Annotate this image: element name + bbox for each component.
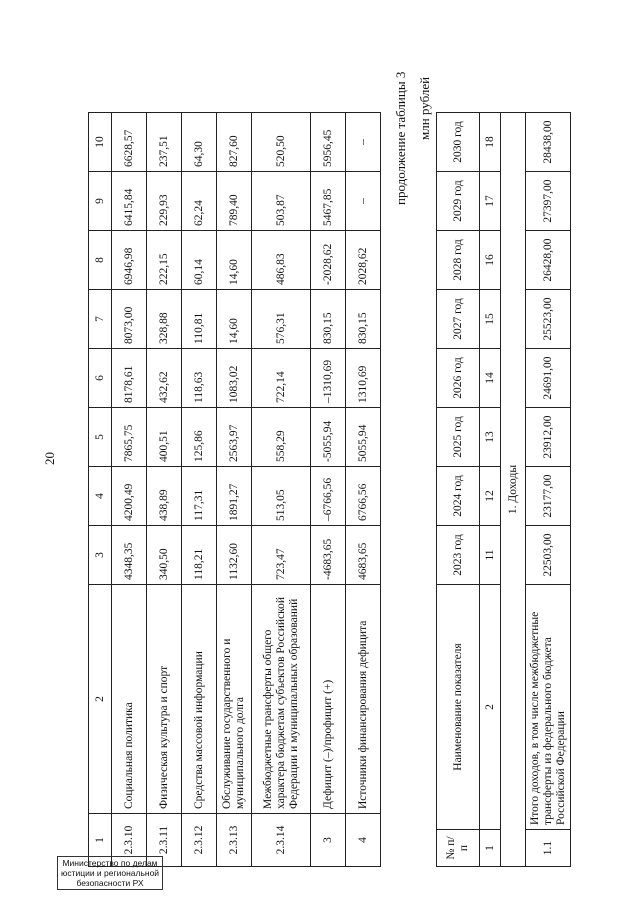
value-cell: 4683,65 bbox=[346, 526, 381, 585]
continuation-caption: продолжение таблицы 3 bbox=[393, 71, 408, 205]
column-number: 2 bbox=[480, 585, 501, 830]
value-cell: 5467,85 bbox=[311, 172, 346, 231]
value-cell: 8178,61 bbox=[112, 349, 147, 408]
column-number: 18 bbox=[480, 113, 501, 172]
value-cell: 110,81 bbox=[182, 290, 217, 349]
value-cell: 64,30 bbox=[182, 113, 217, 172]
row-code: 2.3.13 bbox=[217, 814, 252, 867]
units-caption: млн рублей bbox=[417, 76, 432, 140]
value-cell: 830,15 bbox=[311, 290, 346, 349]
value-cell: 23177,00 bbox=[526, 467, 571, 526]
row-code: 2.3.10 bbox=[112, 814, 147, 867]
value-cell: -2028,62 bbox=[311, 231, 346, 290]
header-cell: 8 bbox=[89, 231, 112, 290]
value-cell: 237,51 bbox=[147, 113, 182, 172]
header-year: 2029 год bbox=[437, 172, 480, 231]
value-cell: 23912,00 bbox=[526, 408, 571, 467]
table-row bbox=[346, 113, 381, 867]
value-cell: 328,88 bbox=[147, 290, 182, 349]
header-year: 2030 год bbox=[437, 113, 480, 172]
value-cell: 8073,00 bbox=[112, 290, 147, 349]
table-row bbox=[112, 113, 147, 867]
column-number: 12 bbox=[480, 467, 501, 526]
header-cell: 2 bbox=[89, 585, 112, 814]
section-title: 1. Доходы bbox=[501, 113, 526, 867]
value-cell: 5055,94 bbox=[346, 408, 381, 467]
table-row bbox=[252, 113, 311, 867]
value-cell: 576,31 bbox=[252, 290, 311, 349]
budget-table-part-2 bbox=[436, 112, 571, 867]
value-cell: 6415,84 bbox=[112, 172, 147, 231]
value-cell: 520,50 bbox=[252, 113, 311, 172]
header-year: 2023 год bbox=[437, 526, 480, 585]
value-cell: 827,60 bbox=[217, 113, 252, 172]
header-cell: 9 bbox=[89, 172, 112, 231]
value-cell: 400,51 bbox=[147, 408, 182, 467]
row-code: 2.3.14 bbox=[252, 814, 311, 867]
value-cell: 1891,27 bbox=[217, 467, 252, 526]
value-cell: 722,14 bbox=[252, 349, 311, 408]
value-cell: 24691,00 bbox=[526, 349, 571, 408]
header-cell: 6 bbox=[89, 349, 112, 408]
value-cell: 14,60 bbox=[217, 290, 252, 349]
value-cell: 60,14 bbox=[182, 231, 217, 290]
value-cell: – bbox=[346, 113, 381, 172]
value-cell: –6766,56 bbox=[311, 467, 346, 526]
column-number: 14 bbox=[480, 349, 501, 408]
value-cell: 4348,35 bbox=[112, 526, 147, 585]
header-cell: 3 bbox=[89, 526, 112, 585]
value-cell: 62,24 bbox=[182, 172, 217, 231]
column-number: 15 bbox=[480, 290, 501, 349]
row-name: Межбюджетные трансферты общего характера бюджетам субъектов Российской Федерации и муниципальных образований bbox=[252, 585, 311, 814]
stamp-line: Министерство по делам bbox=[62, 858, 158, 868]
value-cell: 117,31 bbox=[182, 467, 217, 526]
value-cell: 27397,00 bbox=[526, 172, 571, 231]
header-year: 2028 год bbox=[437, 231, 480, 290]
stamp-line: юстиции и региональной bbox=[60, 868, 160, 878]
header-year: 2027 год bbox=[437, 290, 480, 349]
column-number-row bbox=[480, 113, 501, 867]
stamp-line: безопасности РХ bbox=[76, 878, 144, 888]
header-year: 2024 год bbox=[437, 467, 480, 526]
value-cell: 1132,60 bbox=[217, 526, 252, 585]
table-header-row bbox=[89, 113, 112, 867]
value-cell: 7865,75 bbox=[112, 408, 147, 467]
ministry-stamp bbox=[57, 856, 163, 890]
row-no: 1.1 bbox=[526, 830, 571, 867]
value-cell: 789,40 bbox=[217, 172, 252, 231]
value-cell: 513,05 bbox=[252, 467, 311, 526]
column-number: 13 bbox=[480, 408, 501, 467]
row-name: Физическая культура и спорт bbox=[147, 585, 182, 814]
value-cell: 2563,97 bbox=[217, 408, 252, 467]
value-cell: 25523,00 bbox=[526, 290, 571, 349]
table-row bbox=[526, 113, 571, 867]
value-cell: 14,60 bbox=[217, 231, 252, 290]
header-name: Наименование показателя bbox=[437, 585, 480, 830]
value-cell: – bbox=[346, 172, 381, 231]
budget-table-part-1 bbox=[88, 112, 381, 867]
row-name: Источники финансирования дефицита bbox=[346, 585, 381, 814]
header-year: 2026 год bbox=[437, 349, 480, 408]
column-number: 17 bbox=[480, 172, 501, 231]
row-name: Социальная политика bbox=[112, 585, 147, 814]
value-cell: 503,87 bbox=[252, 172, 311, 231]
value-cell: –1310,69 bbox=[311, 349, 346, 408]
value-cell: 22503,00 bbox=[526, 526, 571, 585]
header-cell: 7 bbox=[89, 290, 112, 349]
value-cell: 432,62 bbox=[147, 349, 182, 408]
row-code: 3 bbox=[311, 814, 346, 867]
row-name: Средства массовой информации bbox=[182, 585, 217, 814]
value-cell: 6766,56 bbox=[346, 467, 381, 526]
row-name: Итого доходов, в том числе межбюджетные трансферты из федерального бюджета Российской Федерации bbox=[526, 585, 571, 830]
value-cell: 125,86 bbox=[182, 408, 217, 467]
column-number: 11 bbox=[480, 526, 501, 585]
value-cell: 1083,02 bbox=[217, 349, 252, 408]
row-name: Дефицит (–)/профицит (+) bbox=[311, 585, 346, 814]
value-cell: 6628,57 bbox=[112, 113, 147, 172]
value-cell: 4200,49 bbox=[112, 467, 147, 526]
value-cell: -5055,94 bbox=[311, 408, 346, 467]
column-number: 16 bbox=[480, 231, 501, 290]
value-cell: 2028,62 bbox=[346, 231, 381, 290]
value-cell: 1310,69 bbox=[346, 349, 381, 408]
header-cell: 5 bbox=[89, 408, 112, 467]
header-cell: 10 bbox=[89, 113, 112, 172]
value-cell: 28438,00 bbox=[526, 113, 571, 172]
table-row bbox=[311, 113, 346, 867]
value-cell: 438,89 bbox=[147, 467, 182, 526]
table-row bbox=[182, 113, 217, 867]
table-row bbox=[147, 113, 182, 867]
value-cell: 830,15 bbox=[346, 290, 381, 349]
value-cell: 26428,00 bbox=[526, 231, 571, 290]
row-code: 2.3.11 bbox=[147, 814, 182, 867]
header-no: № п/п bbox=[437, 830, 480, 867]
value-cell: 486,83 bbox=[252, 231, 311, 290]
value-cell: 6946,98 bbox=[112, 231, 147, 290]
row-name: Обслуживание государственного и муниципального долга bbox=[217, 585, 252, 814]
value-cell: 222,15 bbox=[147, 231, 182, 290]
value-cell: 340,50 bbox=[147, 526, 182, 585]
table-row bbox=[217, 113, 252, 867]
page-number: 20 bbox=[42, 452, 57, 465]
header-cell: 1 bbox=[89, 814, 112, 867]
value-cell: -4683,65 bbox=[311, 526, 346, 585]
column-number: 1 bbox=[480, 830, 501, 867]
table-header-row bbox=[437, 113, 480, 867]
value-cell: 118,63 bbox=[182, 349, 217, 408]
value-cell: 118,21 bbox=[182, 526, 217, 585]
row-code: 2.3.12 bbox=[182, 814, 217, 867]
section-row bbox=[501, 113, 526, 867]
value-cell: 5956,45 bbox=[311, 113, 346, 172]
header-cell: 4 bbox=[89, 467, 112, 526]
row-code: 4 bbox=[346, 814, 381, 867]
value-cell: 229,93 bbox=[147, 172, 182, 231]
value-cell: 723,47 bbox=[252, 526, 311, 585]
value-cell: 558,29 bbox=[252, 408, 311, 467]
header-year: 2025 год bbox=[437, 408, 480, 467]
